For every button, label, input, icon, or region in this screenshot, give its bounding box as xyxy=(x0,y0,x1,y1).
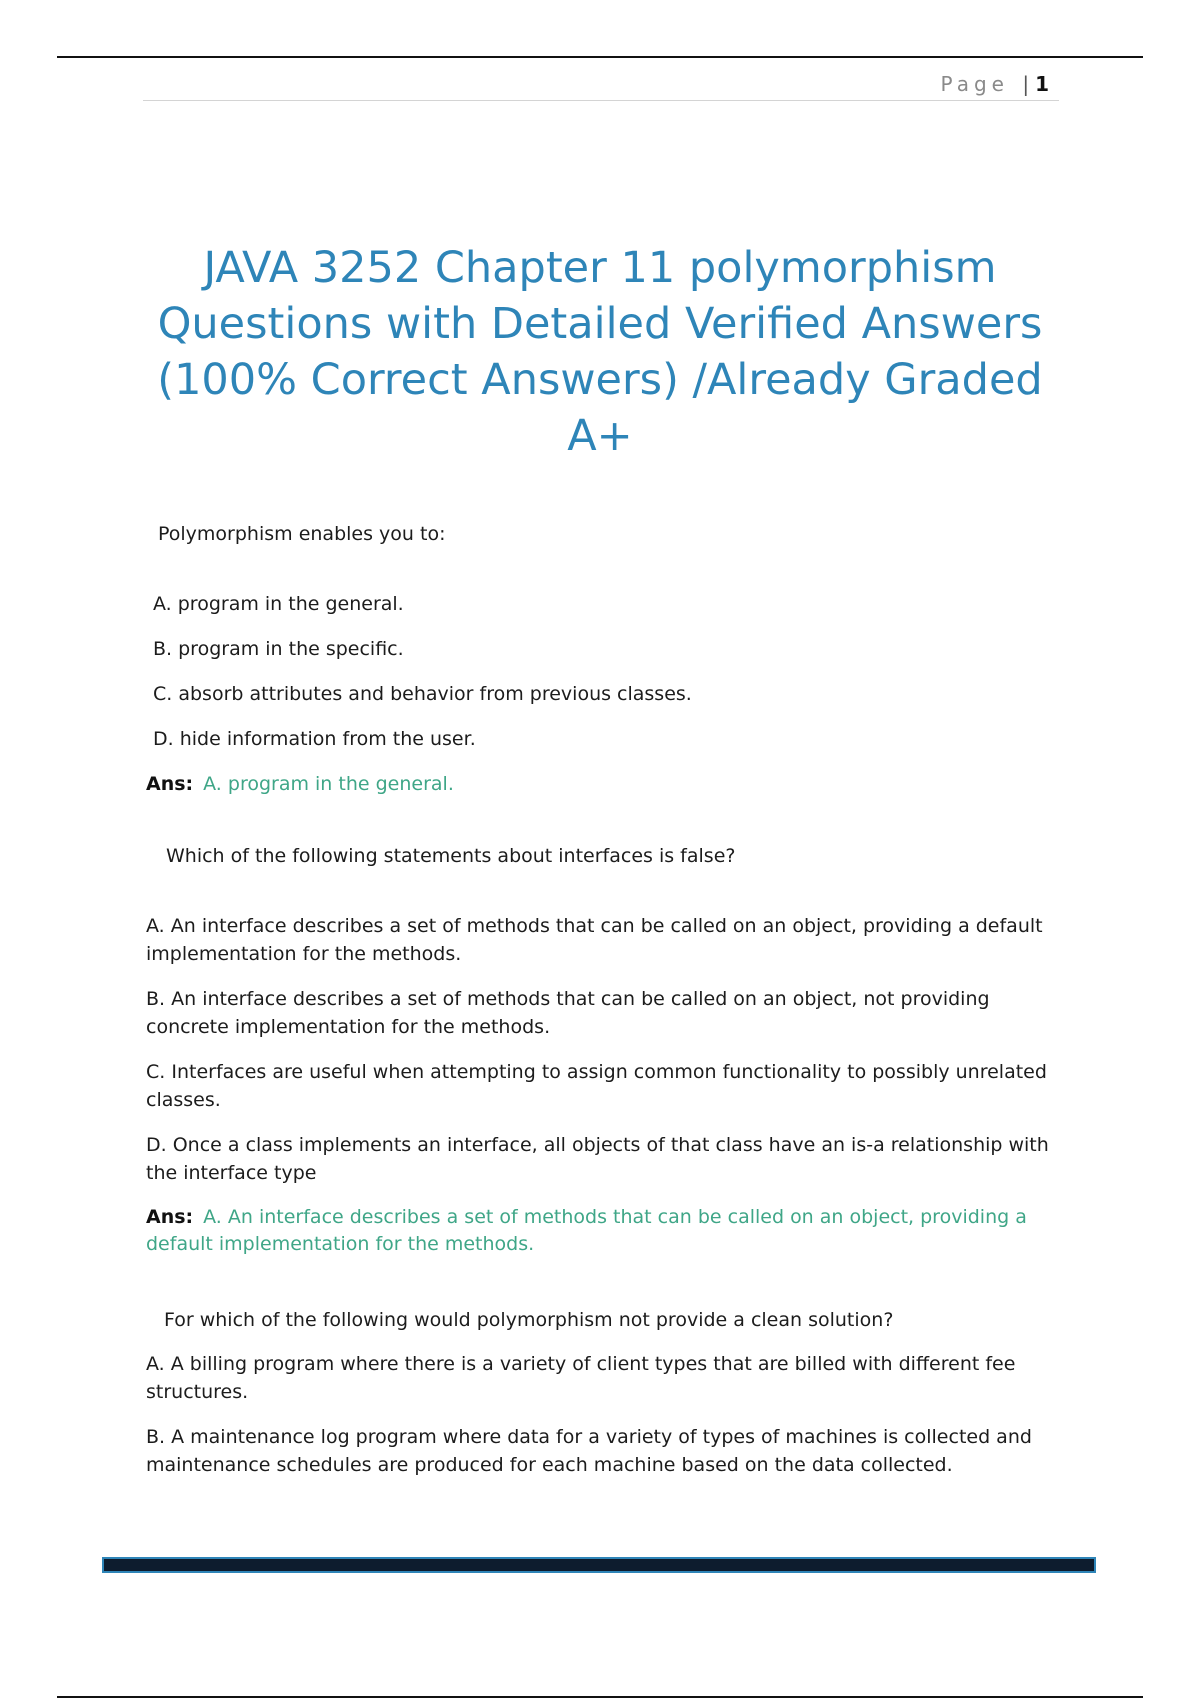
page-separator: | xyxy=(1022,72,1030,96)
answer-label: Ans: xyxy=(146,1206,194,1228)
footer-bar xyxy=(102,1557,1096,1573)
question-2-option-b: B. An interface describes a set of methods that can be called on an object, not providing concrete implementation for the methods. xyxy=(146,988,990,1038)
question-2-option-a: A. An interface describes a set of methods that can be called on an object, providing a default implementation for the methods. xyxy=(146,915,1043,965)
question-1-option-b: B. program in the specific. xyxy=(153,638,404,660)
question-1-option-a: A. program in the general. xyxy=(153,593,404,615)
answer-text: A. program in the general. xyxy=(203,773,454,795)
question-3-option-a: A. A billing program where there is a variety of client types that are billed with different fee structures. xyxy=(146,1353,1016,1403)
question-3-text: For which of the following would polymorphism not provide a clean solution? xyxy=(164,1309,894,1331)
question-2-option-c: C. Interfaces are useful when attempting to assign common functionality to possibly unrelated classes. xyxy=(146,1061,1047,1111)
document-body xyxy=(146,520,1058,1496)
question-1-answer xyxy=(146,770,1058,798)
page-number-value: 1 xyxy=(1035,72,1049,96)
question-1-option-c: C. absorb attributes and behavior from previous classes. xyxy=(153,683,692,705)
question-2-answer xyxy=(146,1204,1058,1258)
page-label: Page xyxy=(940,72,1009,96)
answer-text: A. An interface describes a set of methods that can be called on an object, providing a default implementation for the methods. xyxy=(146,1206,1027,1255)
question-1-text: Polymorphism enables you to: xyxy=(158,523,446,545)
question-2-text: Which of the following statements about interfaces is false? xyxy=(166,845,736,867)
answer-label: Ans: xyxy=(146,773,194,795)
page-number xyxy=(941,72,1049,96)
question-3-option-b: B. A maintenance log program where data for a variety of types of machines is collected and maintenance schedules are produced for each machine based on the data collected. xyxy=(146,1426,1032,1476)
top-rule xyxy=(57,56,1143,58)
question-1-options xyxy=(146,590,1058,753)
question-1-option-d: D. hide information from the user. xyxy=(153,728,476,750)
document-title: JAVA 3252 Chapter 11 polymorphism Questions with Detailed Verified Answers (100% Correct Answers) /Already Graded A+ xyxy=(157,243,1043,461)
bottom-rule xyxy=(57,1696,1143,1698)
question-2-option-d: D. Once a class implements an interface, all objects of that class have an is-a relationship with the interface type xyxy=(146,1134,1049,1184)
page-header xyxy=(143,68,1059,101)
